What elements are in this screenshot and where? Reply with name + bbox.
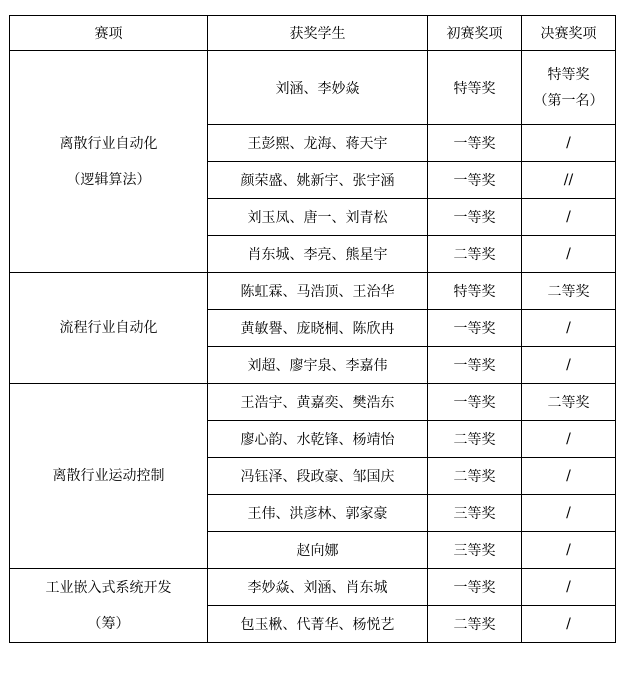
table-row bbox=[10, 51, 616, 125]
category-cell bbox=[10, 273, 208, 384]
prelim-award-cell: 二等奖 bbox=[428, 458, 522, 495]
prelim-award-cell: 三等奖 bbox=[428, 495, 522, 532]
prelim-award-cell: 一等奖 bbox=[428, 569, 522, 606]
prelim-award-cell: 一等奖 bbox=[428, 347, 522, 384]
prelim-award-cell: 二等奖 bbox=[428, 421, 522, 458]
final-award-line: （第一名） bbox=[533, 92, 604, 109]
final-award-cell bbox=[522, 51, 616, 125]
final-award-cell: / bbox=[522, 236, 616, 273]
students-cell: 包玉楸、代菁华、杨悦艺 bbox=[208, 606, 428, 643]
prelim-award-cell: 一等奖 bbox=[428, 384, 522, 421]
students-cell: 王伟、洪彦林、郭家豪 bbox=[208, 495, 428, 532]
final-award-cell: / bbox=[522, 606, 616, 643]
header-students: 获奖学生 bbox=[208, 16, 428, 51]
category-line: （逻辑算法） bbox=[66, 171, 151, 188]
category-cell bbox=[10, 569, 208, 643]
final-award-cell: 二等奖 bbox=[522, 384, 616, 421]
students-cell: 黄敏譽、庞晓桐、陈欣冉 bbox=[208, 310, 428, 347]
prelim-award-cell: 一等奖 bbox=[428, 310, 522, 347]
final-award-cell: / bbox=[522, 495, 616, 532]
students-cell: 李妙焱、刘涵、肖东城 bbox=[208, 569, 428, 606]
prelim-award-cell: 一等奖 bbox=[428, 125, 522, 162]
final-award-cell: // bbox=[522, 162, 616, 199]
category-line: 工业嵌入式系统开发 bbox=[45, 579, 172, 596]
category-cell bbox=[10, 51, 208, 273]
table-row bbox=[10, 569, 616, 606]
students-cell: 王彭熙、龙海、蒋天宇 bbox=[208, 125, 428, 162]
awards-table bbox=[9, 15, 616, 643]
category-line: 离散行业运动控制 bbox=[52, 468, 165, 484]
final-award-cell: / bbox=[522, 347, 616, 384]
category-line: 离散行业自动化 bbox=[59, 135, 158, 152]
students-cell: 陈虹霖、马浩顶、王治华 bbox=[208, 273, 428, 310]
students-cell: 刘涵、李妙焱 bbox=[208, 51, 428, 125]
students-cell: 冯钰泽、段政豪、邹国庆 bbox=[208, 458, 428, 495]
prelim-award-cell: 三等奖 bbox=[428, 532, 522, 569]
final-award-cell: / bbox=[522, 532, 616, 569]
header-final-award: 决赛奖项 bbox=[522, 16, 616, 51]
final-award-cell: / bbox=[522, 569, 616, 606]
final-award-cell: / bbox=[522, 310, 616, 347]
category-cell bbox=[10, 384, 208, 569]
final-award-cell: / bbox=[522, 421, 616, 458]
final-award-line: 特等奖 bbox=[547, 66, 590, 83]
prelim-award-cell: 二等奖 bbox=[428, 606, 522, 643]
final-award-cell: / bbox=[522, 125, 616, 162]
students-cell: 廖心韵、水乾锋、杨靖怡 bbox=[208, 421, 428, 458]
prelim-award-cell: 二等奖 bbox=[428, 236, 522, 273]
prelim-award-cell: 特等奖 bbox=[428, 51, 522, 125]
students-cell: 刘超、廖宇泉、李嘉伟 bbox=[208, 347, 428, 384]
category-line: 流程行业自动化 bbox=[59, 320, 158, 336]
final-award-cell: / bbox=[522, 199, 616, 236]
students-cell: 肖东城、李亮、熊星宇 bbox=[208, 236, 428, 273]
students-cell: 颜荣盛、姚新宇、张宇涵 bbox=[208, 162, 428, 199]
table-row bbox=[10, 273, 616, 310]
header-event: 赛项 bbox=[10, 16, 208, 51]
final-award-cell: / bbox=[522, 458, 616, 495]
prelim-award-cell: 特等奖 bbox=[428, 273, 522, 310]
final-award-cell: 二等奖 bbox=[522, 273, 616, 310]
students-cell: 赵向娜 bbox=[208, 532, 428, 569]
prelim-award-cell: 一等奖 bbox=[428, 199, 522, 236]
header-row bbox=[10, 16, 616, 51]
category-line: （筹） bbox=[87, 615, 130, 632]
students-cell: 王浩宇、黄嘉奕、樊浩东 bbox=[208, 384, 428, 421]
prelim-award-cell: 一等奖 bbox=[428, 162, 522, 199]
table-row bbox=[10, 384, 616, 421]
students-cell: 刘玉凤、唐一、刘青松 bbox=[208, 199, 428, 236]
header-prelim-award: 初赛奖项 bbox=[428, 16, 522, 51]
